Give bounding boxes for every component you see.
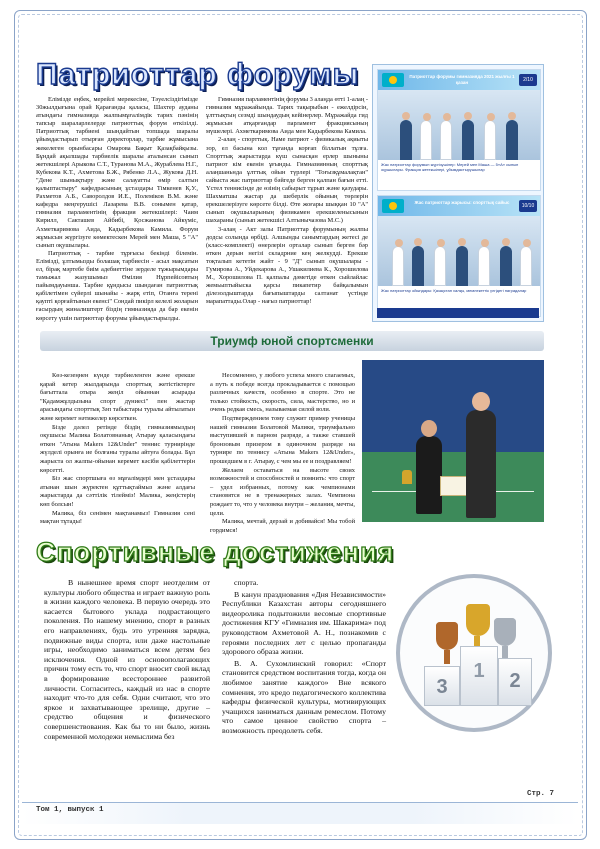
section2-left-paragraph: Малика, біз сенімен мақтанамыз! Гимназия сені мақтан тұтады! [40, 509, 195, 526]
slide-caption: Жас патриоттар форумын жүргізушілер: Мерей мен Маша — 5«А» сынып оқушылары. Фракция жетекшілері, ұйымдастырушылар [381, 162, 519, 172]
person-figure [506, 120, 518, 160]
person-figure [456, 246, 468, 286]
podium-step-second: 2 [498, 658, 532, 706]
section3-middle-paragraph: В. А. Сухомлинский говорил: «Спорт становится средством воспитания тогда, когда он любимое занятие каждого» Вне всякого сомнения, это кредо педагогического коллектива кафедры физической культуры, мотивирующих учащихся заниматься данным ремеслом. Потому что самое ценное свойство спорта – возможность преодолеть себя. [222, 658, 386, 735]
kazakhstan-flag-icon [382, 199, 404, 213]
person-figure [440, 120, 452, 160]
section2-title: Триумф юной спортсменки [210, 334, 374, 348]
section1-left-column [36, 96, 198, 346]
section2-middle-paragraph: Малика, мечтай, дерзай и добивайся! Мы тобой гордимся! [210, 518, 355, 534]
coach-figure [466, 410, 496, 518]
section2-left-paragraph: Көз-кезеңнен күнде тәрбиеленген және ерекше қарай кетер жылдарында спорттық жетістіктерге бағыттала отыра жеңіл ойыннан асырады "Қадамжұлдызына спорт дүниесі" пен жастар арасындағы спорттық Зәп табыстары туралы айтылатын және керемет нәтижелер көрсеткен. [40, 372, 195, 422]
section1-left-paragraph: Патриоттық - тарбие тұрғысы бекінді білемін. Елімізді, ұлтымызды болашақ тарбиесін - асыл мақсатын ел, бірақ мәртебе биім адебиеттіне зерделе тұжырымдары тамыжал жазушымыз Өмілия Нұрпейісовтың пайымдауынша. Тарбие құндысы шындаған патриоттық қабілетімен сүйерлі шынайы - жарқ етіп, Отанға терені қаупті қорғайтынын екенсі" Сондай пикірл келелі жоларын ғасырдың жиналиштерт біздің гимназияда да бар екенін көрсету үшін патриоттар форумы ұйымдастырылды. [36, 249, 198, 322]
section1-middle-paragraph: 3-алаң - Акт залы Патриоттар форумының жалпы додсы солында өрбіді. Алшынды санымтардың жетесі де (класс-комплекті) өнерлерін орталар сынып берген бәр өткен дерын негізі складрние кең желкудді. Ерекше тоқталып кететін жайт - 9 "Д" сынып оқушылары - Гумирова А., Уйдекарова А., Ушакилиева К., Хорошилова М., Хорошилова П. қалпалы дәметіде өткен сыйлайлас жемьыптыйыска қарсы пикапетир байқалымын ділезолдыштарда бағыпыштарды салтанат үстінде марапаттады.Олар - нағыз патриоттар! [206, 225, 368, 306]
trophy-icon [402, 470, 412, 484]
athlete-figure [416, 436, 442, 514]
podium-illustration [396, 574, 552, 732]
forum-slide [377, 69, 541, 191]
person-figure [500, 246, 512, 286]
section1-middle-paragraph: 2-алаң - спорттық. Наме патриот - физикалық ақиыты зор, ел басына кол тұғанда корғап біллатын тұлға. Спорттық жарыстарда күш сынасқан ерлер шыныны патриот кім екенін ұғынды. Гимназиянның спорттық алаңшаньнда ұлттық ойын түрлері "Тоғызқұмалақтан" сайыста жас патриоттар бәйгеде берген қалпан бағын етті. Үстел теннисінде де өзінің сабырыт тұрып және қазудары. Шахматшы жастар да шеберлік ойының төрлерін ерекшелерізуге көрсете білді. Өте жоғары шыққан 10 "А" сынып оқушыларының физикамен ерекшеленысынын шахараны (сынып жетекшісі Алтынычазова М.С.) [206, 136, 368, 225]
gold-trophy-icon [466, 604, 490, 636]
section2-middle-paragraph: Желаем оставаться на высоте своих возможностей и способностей и помнить: что спорт – удел избранных, потому как чемпионами становятся не в тренажерных залах. Чемпиона рождает то, что у человека внутри – желания, мечты, цели. [210, 466, 355, 517]
section3-left-column [44, 578, 210, 778]
section1-title: Патриоттар форумы [36, 58, 360, 91]
section2-middle-paragraph: Несомненно, у любого успеха много слагаемых, а путь к победе всегда прокладывается с помощью различных качеств, особенно в спорте. Это не только стойкость, скорость, сила, мастерство, но и очень редкая смесь, называемая силой воли. [210, 372, 355, 414]
slide-header [378, 196, 540, 216]
section3-left-paragraph: В нынешнее время спорт неотделим от культуры любого общества и играет важную роль в жизни каждого человека. В первую очередь это касается бытового уклада подрастающего поколения. По нашему мнению, спорт в разных его направлениях, будь это утренняя зарядка, подвижные виды спорта, или даже настольные игры, необходимо заниматься всем детям без исключения. Одной из основополагающих причин тому есть то, что спорт вносит свой вклад в формирование всестороннее развитой личности. Согласитесь, каждый из нас в спорте находит что-то для себя. Одни считают, что это яркое и захватывающее зрелище, другие – средство общения и физического совершенствования. Как бы то ни было, жизнь современной молодежи немыслима без [44, 578, 211, 741]
forum-slide [377, 195, 541, 317]
forum-photo [378, 216, 540, 286]
person-figure [400, 120, 412, 160]
forum-photo-collage [372, 64, 544, 322]
slide-header [378, 70, 540, 90]
tennis-photo [362, 360, 544, 522]
section3-middle-paragraph: спорта. [234, 578, 259, 587]
volume-issue-label: Том 1, выпуск 1 [36, 806, 104, 814]
page-number: Стр. 7 [527, 790, 555, 798]
section2-left-paragraph: Біз жас спортшыға өз мұғалімдері мен ұстаздары атынан шын жүректен құттықтаймыз және алдағы жарыстарда да сәттілік тілейміз! Малика, жеңістерің көп болсын! [40, 475, 195, 508]
person-figure [412, 246, 424, 286]
section1-middle-paragraph: Гимназия парламентінің форумы 3 алаңда өтті 1-алаң - гимназия мұражайында. Тарих тақырыбын - ежелдірсін, ұлттықтың сезмді шындаудың кейінерлер. Мұражайда гид жұмысын атқарғандар парламент фракциясының мүшелері. Ахметкаримова Аида мен Кадырбекова Камила. [206, 96, 368, 136]
podium-step-first: 1 [460, 646, 498, 706]
person-figure [478, 246, 490, 286]
silver-trophy-icon [494, 618, 516, 646]
person-figure [392, 246, 404, 286]
person-figure [462, 120, 474, 160]
slide-header-text: Патриоттар форумы гимназияда 2021 жылғы 1 қазан [409, 74, 515, 85]
person-figure [484, 120, 496, 160]
section2-left-column [40, 372, 195, 526]
person-figure [520, 246, 532, 286]
podium-step-third: 3 [424, 666, 460, 706]
section2-middle-paragraph: Подтверждением тому служит пример ученицы нашей гимназии Болатовой Малики, триумфально выступившей в парном разряде, а также ставшей бронзовым призером в одиночном разряде на турнире по теннису «Атына Makers 12&Under», прошедшем в г. Атырау, с чем мы ее и поздравляем! [210, 414, 355, 465]
slide-counter-badge: 2/10 [519, 74, 537, 86]
person-figure [420, 120, 432, 160]
section1-left-paragraph: Елімізде еңбек, мерейлі мерекесіне, Тәуелсіздігімізде 30жылдығына орай Қарағанды қаласы, Шахтер ауданы атындағы гимназияда жалпымұғалімдік тарих пәнінің тапсыр шараларлелерде патриоттық форум өткізілді. Патриоттық тарбиені шындайтын топшада шаралы ұйымдастырып отырған директорлар, тарбие жұмысына жекелеген орынбасары Омарова Бақыт Қазақбайқызы. Бұндай ақылшады тарбиелік шаралы аталынсан сынып жетекшілері Арыкова С.Т., Туранова М.А., Жураблева Н.Г., Кубекова К.Т., Ахметова Б.Ж., Рябенко Л.А., Жукова Д.Н. "Дене шынықтыру және салауатты өмір салтын қалыптастыру" кафедрасының ұстаздары Тімкенев Қ.У., Рахметов А.Б., Саворолдов И.Е., Полеміков В.М. және кафедра меңгерушісі Лазарева В.В. сонымен қатар, гимназия парламентінің фракция жетекшілері: Чаим Кирилл, Сакташев Айбибі, Қосжанова Айкүміс, Ахметкаримова Аида, Кадырбекова Камила. Форум жұмысын жүргізуге көмектескен Мерей мен Маша, 5 "А" сынып оқушылары. [36, 96, 198, 249]
section2-left-paragraph: Бізде дәлел ретінде біздің гимназиямыздың оқушысы Малика Болатовнаның Атырау қаласындағы өткен "Атына Makers 12&Under" теннис турнирінде жүлделі орынға ие болғаны туралы айтуға болады. Бұл жарыста ол жалпы-ойынан керемет кәсіби қабілеттерін көрсетті. [40, 423, 195, 474]
slide-header-text: Жас патриоттар жарысы: спорттық сайыс [414, 200, 510, 205]
bronze-trophy-icon [436, 622, 458, 650]
forum-photo [378, 90, 540, 160]
person-figure [434, 246, 446, 286]
section2-middle-column [210, 372, 355, 534]
section3-middle-column [222, 578, 386, 778]
footer-bar [22, 802, 578, 824]
slide-counter-badge: 10/10 [519, 200, 537, 212]
kazakhstan-flag-icon [382, 73, 404, 87]
photo-footer-bar [377, 308, 539, 318]
section1-middle-column [206, 96, 368, 346]
section3-title: Спортивные достижения [36, 537, 395, 567]
slide-caption: Жас патриоттар ойындары: Қазақстан халқы, мемлекеттік үлгідегі наградалар [381, 288, 527, 293]
section3-middle-paragraph: В канун празднования «Дня Независимости» Республики Казахстан авторы сегодняшнего видеоролика подытожили весомые спортивные достижения КГУ «Гимназия им. Шакарима» под руководством Ахметовой А. Н., познакомив с героями последних лет с целью пропаганды здорового образа жизни. [222, 589, 386, 657]
